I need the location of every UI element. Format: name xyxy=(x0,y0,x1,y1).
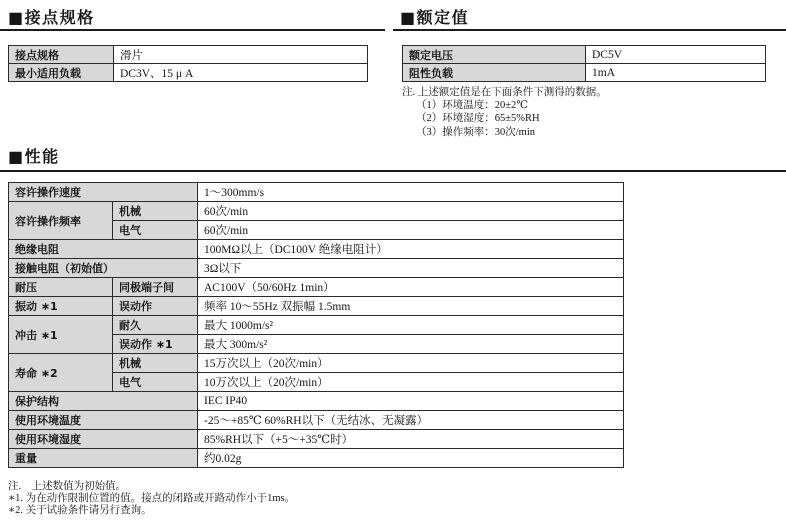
contact-spec-label-cell: 接点规格 xyxy=(9,46,114,64)
perf-sublabel-cell: 同极端子间 xyxy=(113,278,198,297)
contact-spec-title-rule xyxy=(0,29,385,31)
perf-sublabel-cell: 耐久 xyxy=(113,316,198,335)
rating-section-title: ■额定值 xyxy=(400,8,470,27)
perf-value-cell: 最大 300m/s² xyxy=(198,335,624,354)
contact-spec-table xyxy=(8,45,368,82)
table-row xyxy=(9,259,624,278)
perf-value-cell: 85%RH以下（+5～+35℃时） xyxy=(198,430,624,449)
table-row xyxy=(9,354,624,373)
performance-note-line: 注. 上述数值为初始值。 xyxy=(8,481,127,492)
contact-spec-section-title: ■接点规格 xyxy=(8,8,95,27)
perf-label-cell: 使用环境湿度 xyxy=(9,430,198,449)
contact-spec-value-cell: DC3V、15 μ A xyxy=(114,64,368,82)
performance-notes xyxy=(8,481,295,517)
contact-spec-value-cell: 滑片 xyxy=(114,46,368,64)
rating-value-cell: DC5V xyxy=(586,46,766,64)
table-row xyxy=(9,46,368,64)
rating-label-cell: 阻性负载 xyxy=(403,64,586,82)
perf-sublabel-cell: 电气 xyxy=(113,373,198,392)
rating-notes xyxy=(402,86,607,139)
perf-label-cell: 重量 xyxy=(9,449,198,468)
performance-note-line: ∗1. 为在动作限制位置的值。接点的闭路或开路动作小于1ms。 xyxy=(8,493,296,504)
rating-title-rule xyxy=(393,29,786,31)
table-row xyxy=(9,392,624,411)
table-row xyxy=(9,449,624,468)
perf-value-cell: 100MΩ以上（DC100V 绝缘电阻计） xyxy=(198,240,624,259)
contact-spec-label-cell: 最小适用负载 xyxy=(9,64,114,82)
perf-sublabel-cell: 机械 xyxy=(113,354,198,373)
table-row xyxy=(9,183,624,202)
performance-section-title: ■性能 xyxy=(8,147,60,166)
perf-value-cell: 3Ω以下 xyxy=(198,259,624,278)
table-row xyxy=(403,46,766,64)
table-row xyxy=(9,411,624,430)
perf-value-cell: 1～300mm/s xyxy=(198,183,624,202)
table-row xyxy=(9,64,368,82)
perf-value-cell: 10万次以上（20次/min） xyxy=(198,373,624,392)
performance-table xyxy=(8,182,624,468)
perf-label-cell: 绝缘电阻 xyxy=(9,240,198,259)
perf-sublabel-cell: 误动作 xyxy=(113,297,198,316)
table-row xyxy=(9,202,624,221)
table-row xyxy=(403,64,766,82)
rating-note-head: 注. 上述额定值是在下面条件下测得的数据。 xyxy=(402,87,607,98)
rating-value-cell: 1mA xyxy=(586,64,766,82)
perf-label-cell: 寿命 ∗2 xyxy=(9,354,113,392)
perf-value-cell: 约0.02g xyxy=(198,449,624,468)
perf-label-cell: 容许操作频率 xyxy=(9,202,113,240)
perf-label-cell: 振动 ∗1 xyxy=(9,297,113,316)
rating-note-line: （1）环境温度：20±2℃ xyxy=(416,100,529,112)
perf-label-cell: 耐压 xyxy=(9,278,113,297)
table-row xyxy=(9,278,624,297)
table-row xyxy=(9,240,624,259)
perf-label-cell: 容许操作速度 xyxy=(9,183,198,202)
rating-table xyxy=(402,45,766,82)
rating-note-line: （3）操作频率：30次/min xyxy=(416,126,536,138)
performance-title-rule xyxy=(0,170,786,172)
perf-label-cell: 保护结构 xyxy=(9,392,198,411)
perf-value-cell: AC100V（50/60Hz 1min） xyxy=(198,278,624,297)
perf-value-cell: -25～+85℃ 60%RH以下（无结冰、无凝露） xyxy=(198,411,624,430)
perf-value-cell: 60次/min xyxy=(198,202,624,221)
perf-label-cell: 接触电阻（初始值） xyxy=(9,259,198,278)
perf-value-cell: IEC IP40 xyxy=(198,392,624,411)
perf-value-cell: 最大 1000m/s² xyxy=(198,316,624,335)
perf-sublabel-cell: 机械 xyxy=(113,202,198,221)
perf-sublabel-cell: 电气 xyxy=(113,221,198,240)
perf-value-cell: 频率 10～55Hz 双振幅 1.5mm xyxy=(198,297,624,316)
perf-value-cell: 15万次以上（20次/min） xyxy=(198,354,624,373)
perf-sublabel-cell: 误动作 ∗1 xyxy=(113,335,198,354)
table-row xyxy=(9,430,624,449)
rating-label-cell: 额定电压 xyxy=(403,46,586,64)
perf-label-cell: 使用环境温度 xyxy=(9,411,198,430)
table-row xyxy=(9,297,624,316)
perf-value-cell: 60次/min xyxy=(198,221,624,240)
perf-label-cell: 冲击 ∗1 xyxy=(9,316,113,354)
table-row xyxy=(9,316,624,335)
rating-note-line: （2）环境湿度：65±5%RH xyxy=(416,113,540,125)
performance-note-line: ∗2. 关于试验条件请另行查询。 xyxy=(8,505,152,516)
